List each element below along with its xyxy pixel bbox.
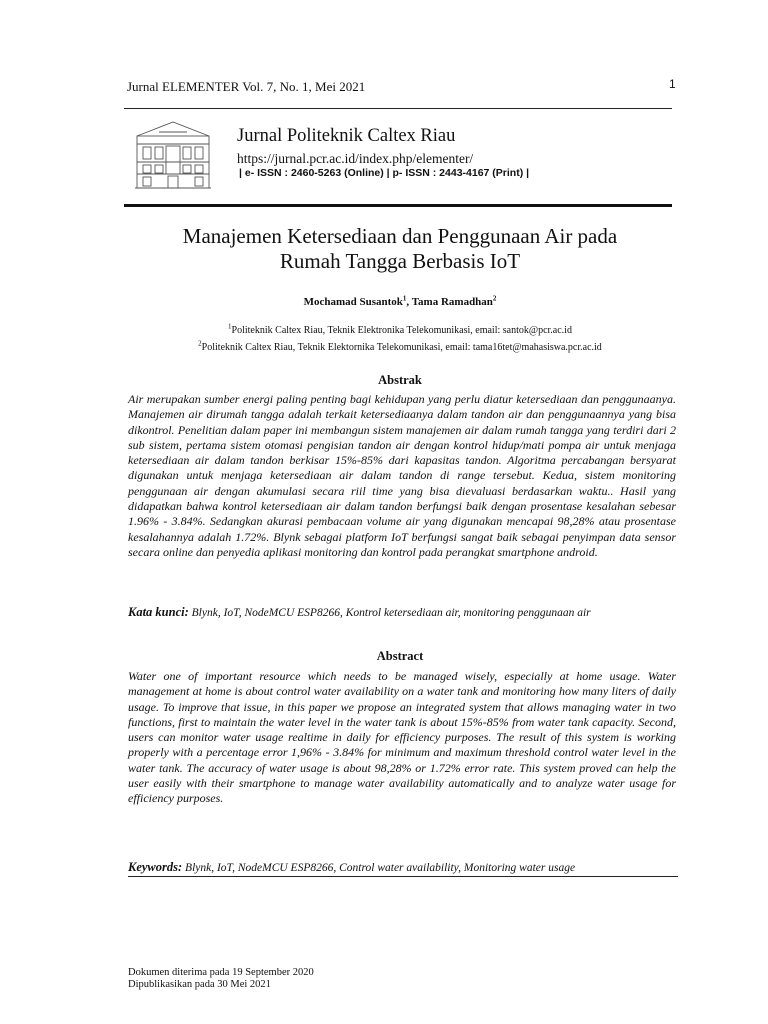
author-separator: , <box>406 296 412 308</box>
kata-kunci-label: Kata kunci: <box>128 605 189 619</box>
keywords <box>128 860 676 875</box>
affiliation-2-text: Politeknik Caltex Riau, Teknik Elektornika Telekomunikasi, email: tama16tet@mahasiswa.pcr.ac.id <box>201 342 602 353</box>
affiliation-2-marker: 2 <box>198 339 202 348</box>
kata-kunci <box>128 605 676 621</box>
keywords-label: Keywords: <box>128 860 183 874</box>
affiliation-1 <box>124 322 676 336</box>
issn-line: | e- ISSN : 2460-5263 (Online) | p- ISSN : 2443-4167 (Print) | <box>239 167 530 179</box>
published-date: Dipublikasikan pada 30 Mei 2021 <box>128 979 271 990</box>
affiliation-2 <box>124 339 676 353</box>
building-logo-icon <box>133 114 213 194</box>
abstract-heading: Abstract <box>376 649 424 663</box>
abstrak-heading: Abstrak <box>378 373 422 387</box>
author-2: Tama Ramadhan <box>411 296 493 308</box>
header-thick-rule <box>124 204 672 207</box>
header-rule <box>124 108 672 109</box>
keywords-text: Blynk, IoT, NodeMCU ESP8266, Control water availability, Monitoring water usage <box>182 862 576 874</box>
keywords-rule <box>128 876 678 877</box>
journal-url: https://jurnal.pcr.ac.id/index.php/elementer/ <box>237 151 474 166</box>
author-1: Mochamad Susantok <box>303 296 403 308</box>
affiliation-1-text: Politeknik Caltex Riau, Teknik Elektronika Telekomunikasi, email: santok@pcr.ac.id <box>231 325 572 336</box>
abstract-text: Water one of important resource which needs to be managed wisely, especially at home usage. Water management at home is about control water availability on a water tank and monitoring how many liters of daily usage. To improve that issue, in this paper we propose an integrated system that allows managing water in two functions, first to maintain the water level in the water tank is about 15%-85% from water tank capacity. Second, users can monitor water usage realtime in daily for efficiency purposes. The result of this system is working properly with a percentage error 1,96% - 3.84% for minimum and maximum threshold control water level in the water tank. The accuracy of water usage is about 98,28% or 1.72% error rate. This system proved can help the user easily with their smartphone to manage water availability automatically and to analyze water usage for efficiency purposes. <box>128 669 676 806</box>
received-date: Dokumen diterima pada 19 September 2020 <box>128 967 314 978</box>
kata-kunci-text: Blynk, IoT, NodeMCU ESP8266, Kontrol ketersediaan air, monitoring penggunaan air <box>188 607 591 619</box>
title-line-2: Rumah Tangga Berbasis IoT <box>279 249 521 273</box>
abstrak-text: Air merupakan sumber energi paling penting bagi kehidupan yang perlu diatur ketersediaan dan penggunaanya. Manajemen air dirumah tangga adalah terkait ketersediaanya dalam tandon air dan penggunaannya yang bisa dikontrol. Penelitian dalam paper ini membangun sistem manajemen air dalam rumah tangga yang terdiri dari 2 sub sistem, pertama sistem otomasi pengisian tandon air dengan kontrol hidup/mati pompa air untuk menjaga ketersediaan air dalam tandon berkisar 15%-85% dari kapasitas tandon. Algoritma percabangan bersyarat digunakan untuk menjaga ketersediaan air dalam tandon di range tersebut. Kedua, sistem monitoring penggunaan air dengan akumulasi secara riil time yang bisa dievaluasi berdasarkan waktu.. Hasil yang didapatkan bahwa kontrol ketersediaan air dalam tandon berfungsi baik dengan prosentase kesalahan sebesar 1.96% - 3.84%. Sedangkan akurasi pembacaan volume air yang digunakan mencapai 98,28% atau prosentase kesalahannya adalah 1.72%. Blynk sebagai platform IoT berfungsi sangat baik sebagai penyimpan data sensor secara online dan penyedia aplikasi monitoring dan kontrol pada perangkat smartphone android. <box>128 392 676 559</box>
article-title <box>124 224 676 274</box>
author-2-marker: 2 <box>492 294 497 303</box>
journal-name: Jurnal Politeknik Caltex Riau <box>237 126 456 146</box>
author-list <box>124 296 676 308</box>
running-head: Jurnal ELEMENTER Vol. 7, No. 1, Mei 2021 <box>127 79 366 94</box>
title-line-1: Manajemen Ketersediaan dan Penggunaan Air pada <box>182 224 618 248</box>
affiliation-1-marker: 1 <box>228 322 232 331</box>
author-1-marker: 1 <box>402 294 407 303</box>
page-number: 1 <box>669 77 676 91</box>
